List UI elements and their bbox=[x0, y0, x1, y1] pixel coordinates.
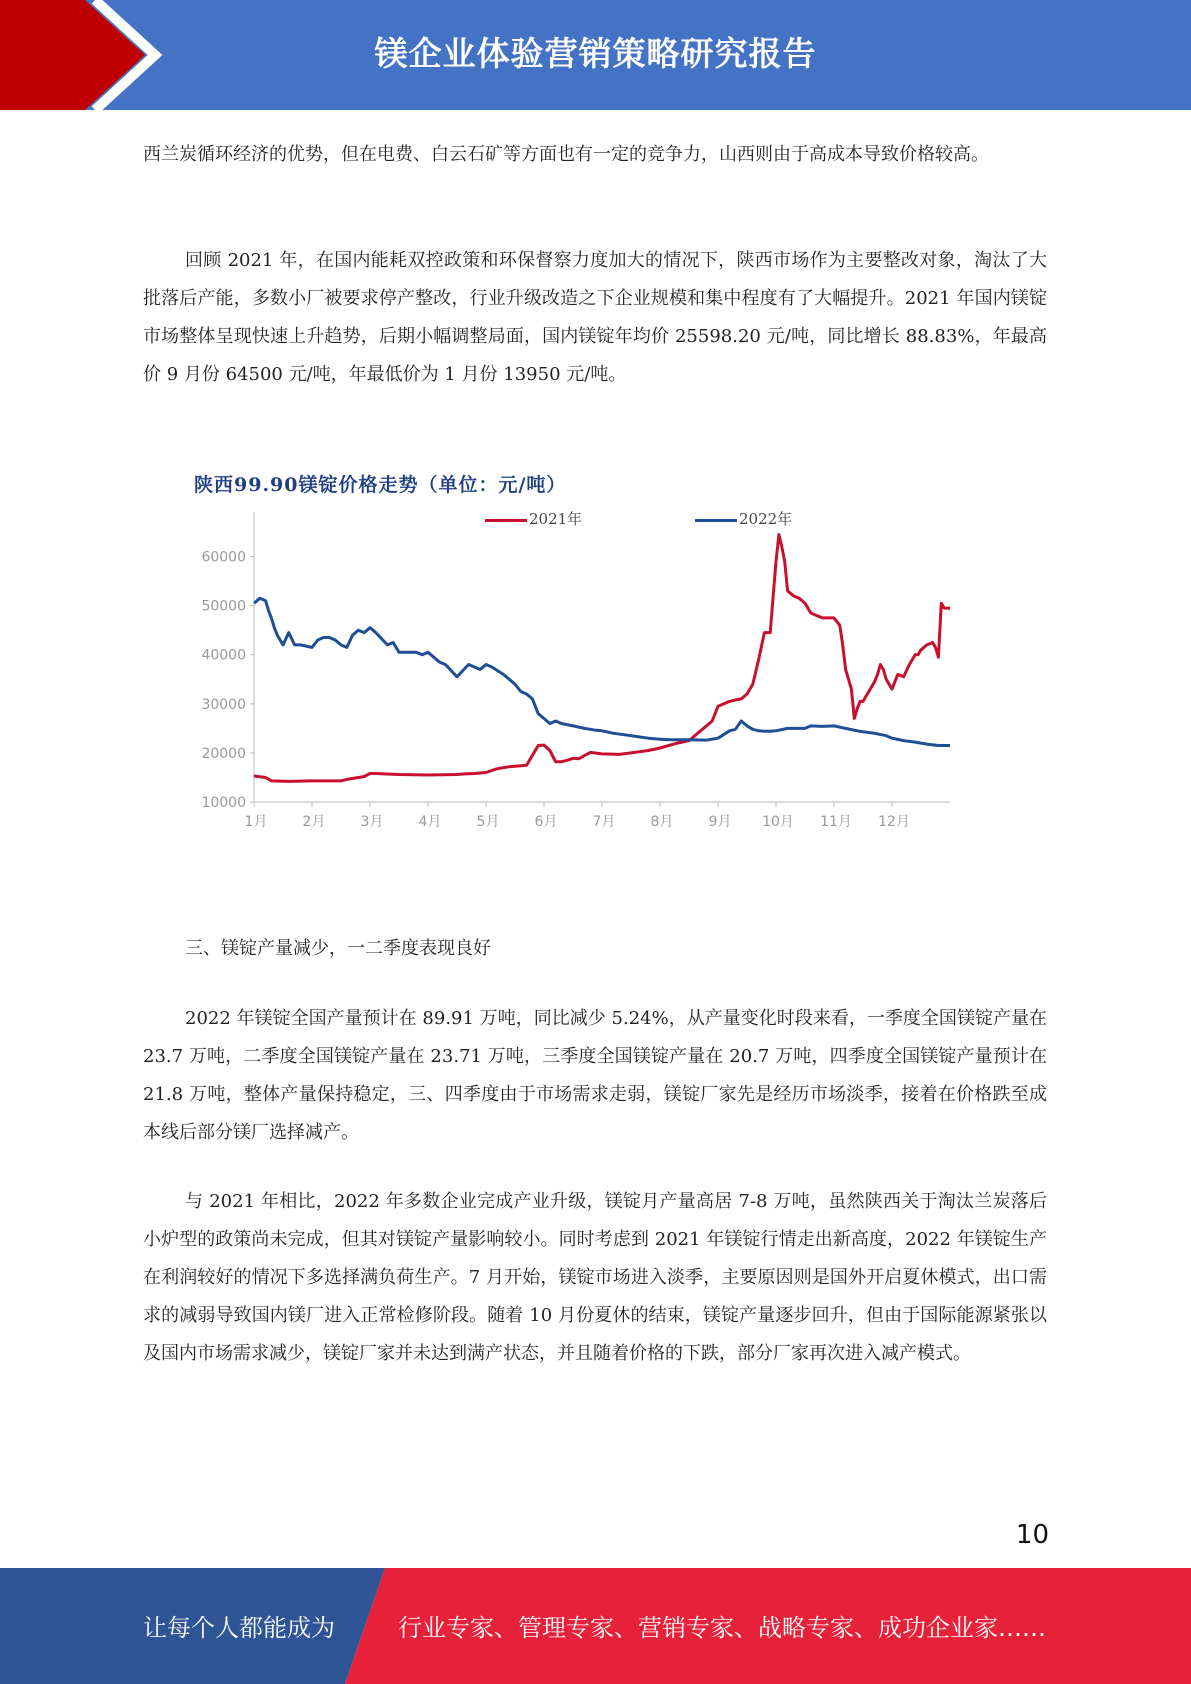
legend-2021-label: 2021年 bbox=[529, 510, 583, 528]
x-tick-label: 4月 bbox=[418, 814, 442, 830]
page-footer bbox=[0, 1568, 1191, 1684]
y-tick-label: 60000 bbox=[201, 549, 246, 566]
x-tick-label: 3月 bbox=[360, 814, 384, 830]
x-tick-label: 5月 bbox=[476, 814, 500, 830]
paragraph-3-text: 2022 年镁锭全国产量预计在 89.91 万吨，同比减少 5.24%，从产量变化时段来看，一季度全国镁锭产量在 23.7 万吨，二季度全国镁锭产量在 23.71 万吨，三季度全国镁锭产量在 20.7 万吨，四季度全国镁锭产量预计在 21.8 万吨，整体产量保持稳定，三、四季度由于市场需求走弱，镁锭厂家先是经历市场淡季，接着在价格跌至成本线后部分镁厂选择减产。 bbox=[143, 1008, 1047, 1143]
y-tick-label: 50000 bbox=[201, 598, 246, 615]
paragraph-2 bbox=[143, 242, 1047, 394]
x-tick-label: 12月 bbox=[878, 814, 910, 830]
x-tick-label: 8月 bbox=[650, 814, 674, 830]
legend-2022-label: 2022年 bbox=[739, 510, 793, 528]
chart-title: 陕西99.90镁锭价格走势（单位：元/吨） bbox=[194, 474, 567, 496]
page-header bbox=[0, 0, 1191, 110]
footer-slogan-right: 行业专家、管理专家、营销专家、战略专家、成功企业家…… bbox=[398, 1614, 1046, 1642]
section-heading bbox=[143, 930, 1047, 968]
page-number: 10 bbox=[1015, 1520, 1049, 1550]
price-trend-chart bbox=[180, 460, 980, 850]
x-tick-label: 10月 bbox=[762, 814, 794, 830]
paragraph-3 bbox=[143, 1000, 1047, 1152]
y-tick-label: 40000 bbox=[201, 647, 246, 664]
footer-slogan-left: 让每个人都能成为 bbox=[143, 1614, 335, 1642]
series-line-2021 bbox=[254, 535, 950, 782]
x-tick-label: 2月 bbox=[302, 814, 326, 830]
chart-plot-area bbox=[180, 460, 980, 850]
y-tick-label: 30000 bbox=[201, 696, 246, 713]
paragraph-4-text: 与 2021 年相比，2022 年多数企业完成产业升级，镁锭月产量高居 7-8 万吨，虽然陕西关于淘汰兰炭落后小炉型的政策尚未完成，但其对镁锭产量影响较小。同时考虑到 2021 年镁锭行情走出新高度，2022 年镁锭生产在利润较好的情况下多选择满负荷生产。7 月开始，镁锭市场进入淡季，主要原因则是国外开启夏休模式，出口需求的减弱导致国内镁厂进入正常检修阶段。随着 10 月份夏休的结束，镁锭产量逐步回升，但由于国际能源紧张以及国内市场需求减少，镁锭厂家并未达到满产状态，并且随着价格的下跌，部分厂家再次进入减产模式。 bbox=[143, 1191, 1047, 1364]
paragraph-4 bbox=[143, 1183, 1047, 1373]
x-tick-label: 11月 bbox=[820, 814, 852, 830]
paragraph-1 bbox=[143, 136, 1047, 174]
x-tick-label: 9月 bbox=[708, 814, 732, 830]
paragraph-1-text: 西兰炭循环经济的优势，但在电费、白云石矿等方面也有一定的竞争力，山西则由于高成本导致价格较高。 bbox=[143, 144, 989, 165]
header-title: 镁企业体验营销策略研究报告 bbox=[374, 34, 817, 73]
paragraph-2-text: 回顾 2021 年，在国内能耗双控政策和环保督察力度加大的情况下，陕西市场作为主要整改对象，淘汰了大批落后产能，多数小厂被要求停产整改，行业升级改造之下企业规模和集中程度有了大幅提升。2021 年国内镁锭市场整体呈现快速上升趋势，后期小幅调整局面，国内镁锭年均价 25598.20 元/吨，同比增长 88.83%，年最高价 9 月份 64500 元/吨，年最低价为 1 月份 13950 元/吨。 bbox=[143, 250, 1047, 385]
y-tick-label: 20000 bbox=[201, 745, 246, 762]
section-heading-text: 三、镁锭产量减少，一二季度表现良好 bbox=[185, 938, 491, 959]
x-tick-label: 6月 bbox=[534, 814, 558, 830]
y-tick-label: 10000 bbox=[201, 795, 246, 811]
x-tick-label: 1月 bbox=[244, 814, 268, 830]
x-tick-label: 7月 bbox=[592, 814, 616, 830]
